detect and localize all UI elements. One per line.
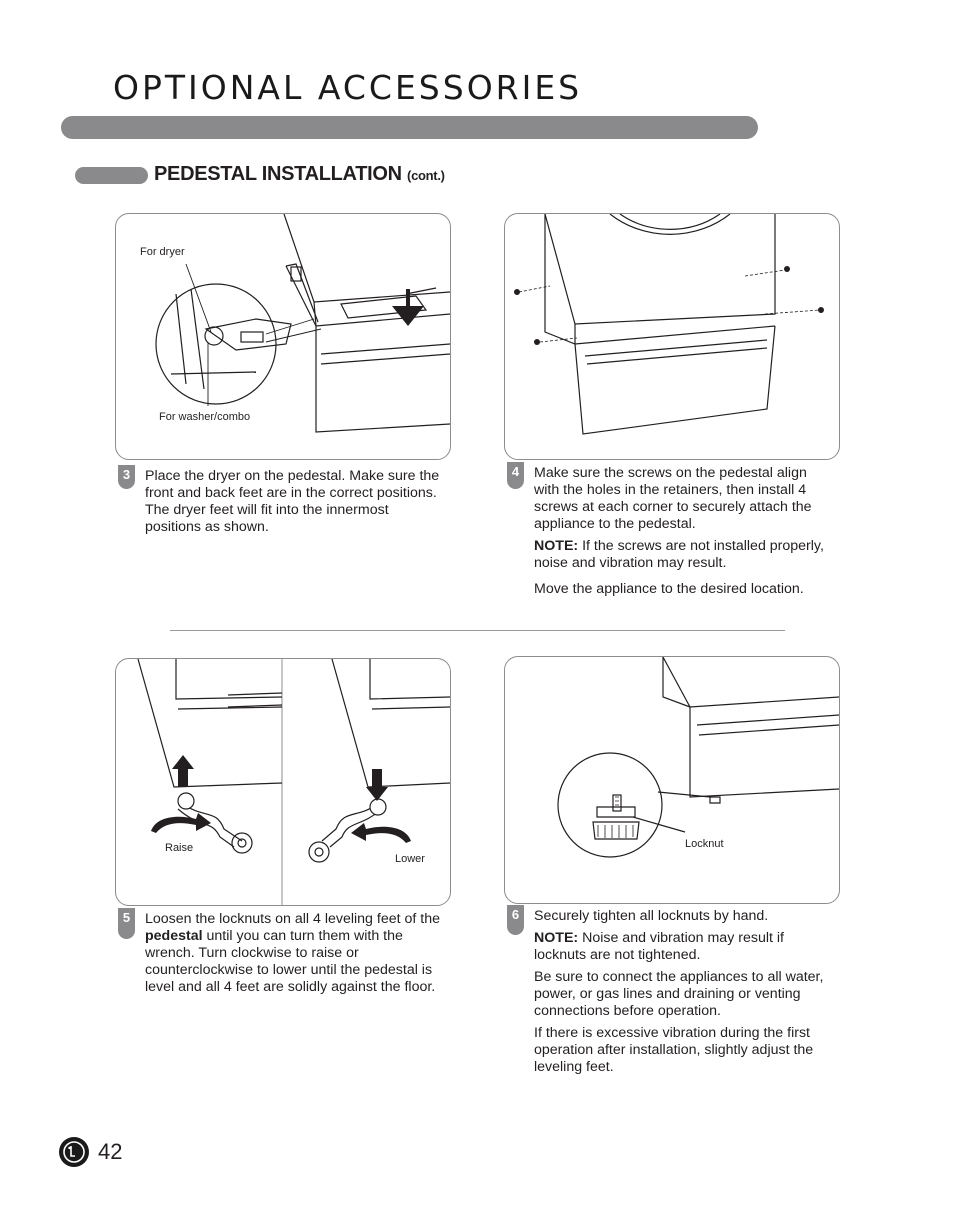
section-title-text: PEDESTAL INSTALLATION <box>154 163 402 185</box>
step4-text <box>534 465 836 603</box>
caption-raise: Raise <box>165 842 194 854</box>
step5-text-after: until you can turn them with the wrench. Turn clockwise to raise or counterclockwise to lower until the pedestal is level and all 4 feet are solidly against the floor. <box>145 928 436 995</box>
step5-illustration <box>115 658 451 906</box>
page-title: OPTIONAL ACCESSORIES <box>113 68 583 107</box>
caption-for-washer-combo: For washer/combo <box>159 411 251 423</box>
step3-instruction: Place the dryer on the pedestal. Make sure the front and back feet are in the correct positions. The dryer feet will fit into the innermost positions as shown. <box>145 468 440 535</box>
note-text: Noise and vibration may result if locknuts are not tightened. <box>534 930 784 963</box>
step6-illustration <box>504 656 840 904</box>
page-number: 42 <box>98 1139 123 1164</box>
step5-bold: pedestal <box>145 928 203 944</box>
step-number: 4 <box>507 462 524 489</box>
lg-logo-icon <box>59 1137 89 1167</box>
title-bar <box>61 116 758 139</box>
step6-instruction: Securely tighten all locknuts by hand. <box>534 908 769 924</box>
caption-locknut: Locknut <box>685 838 724 850</box>
step4-note <box>534 538 836 572</box>
step6-extra1: Be sure to connect the appliances to all water, power, or gas lines and draining or venting connections before operation. <box>534 969 824 1019</box>
step-number: 3 <box>118 465 135 489</box>
caption-for-dryer: For dryer <box>140 246 185 258</box>
note-label: NOTE: <box>534 930 579 946</box>
locknut-drawing <box>505 657 839 903</box>
step6-extra2: If there is excessive vibration during the first operation after installation, slightly adjust the leveling feet. <box>534 1025 814 1075</box>
step6-note <box>534 930 836 964</box>
section-title <box>154 163 445 186</box>
section-pill <box>75 167 148 184</box>
step5-text-before: Loosen the locknuts on all 4 leveling feet of the <box>145 911 440 927</box>
divider <box>170 630 785 631</box>
section-title-cont: (cont.) <box>407 168 445 183</box>
step-number: 5 <box>118 908 135 939</box>
caption-lower: Lower <box>395 853 425 865</box>
step5-instruction <box>145 911 445 996</box>
note-label: NOTE: <box>534 538 579 554</box>
step-number: 6 <box>507 905 524 935</box>
step3-text <box>145 468 445 541</box>
raise-lower-drawing <box>116 659 450 905</box>
step5-text <box>145 911 445 1001</box>
screws-attach-drawing <box>505 214 839 459</box>
step4-illustration <box>504 213 840 460</box>
note-text: If the screws are not installed properly, noise and vibration may result. <box>534 538 824 571</box>
step4-extra: Move the appliance to the desired location. <box>534 581 804 597</box>
step3-illustration <box>115 213 451 460</box>
step6-text <box>534 908 836 1081</box>
step4-instruction: Make sure the screws on the pedestal align with the holes in the retainers, then install 4 screws at each corner to securely attach the appliance to the pedestal. <box>534 465 812 532</box>
